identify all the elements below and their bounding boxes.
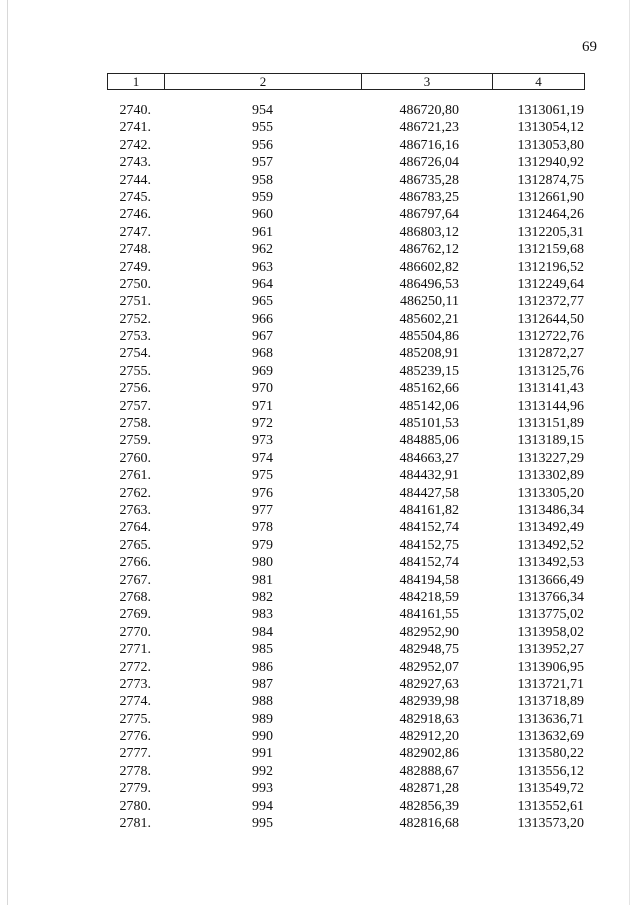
table-row xyxy=(0,641,640,658)
coord-y: 1313549,72 xyxy=(517,781,584,797)
point-number: 994 xyxy=(252,798,273,814)
coord-y: 1312661,90 xyxy=(517,189,584,205)
coord-y: 1313302,89 xyxy=(517,468,584,484)
coord-y: 1313666,49 xyxy=(517,572,584,588)
point-number: 961 xyxy=(252,224,273,240)
coord-x: 486762,12 xyxy=(399,242,459,258)
row-number: 2757. xyxy=(119,398,151,414)
row-number: 2750. xyxy=(119,276,151,292)
row-number: 2745. xyxy=(119,189,151,205)
table-row xyxy=(0,102,640,119)
point-number: 960 xyxy=(252,207,273,223)
coord-x: 486716,16 xyxy=(399,137,459,153)
point-number: 985 xyxy=(252,642,273,658)
table-row xyxy=(0,711,640,728)
coord-y: 1313144,96 xyxy=(517,398,584,414)
point-number: 970 xyxy=(252,381,273,397)
coord-x: 482918,63 xyxy=(399,711,459,727)
table-row xyxy=(0,572,640,589)
coord-y: 1312249,64 xyxy=(517,276,584,292)
coord-x: 484161,55 xyxy=(399,607,459,623)
coord-x: 485239,15 xyxy=(399,363,459,379)
coord-x: 486726,04 xyxy=(399,155,459,171)
point-number: 954 xyxy=(252,103,273,118)
row-number: 2743. xyxy=(119,155,151,171)
coord-x: 486720,80 xyxy=(399,103,459,118)
row-number: 2761. xyxy=(119,468,151,484)
coord-y: 1313125,76 xyxy=(517,363,584,379)
table-row xyxy=(0,380,640,397)
point-number: 977 xyxy=(252,502,273,518)
table-row xyxy=(0,154,640,171)
point-number: 983 xyxy=(252,607,273,623)
point-number: 969 xyxy=(252,363,273,379)
coord-x: 482871,28 xyxy=(399,781,459,797)
table-row xyxy=(0,624,640,641)
row-number: 2780. xyxy=(119,798,151,814)
coord-y: 1312205,31 xyxy=(517,224,584,240)
coord-x: 486250,11 xyxy=(400,294,459,310)
coord-x: 484427,58 xyxy=(399,485,459,501)
row-number: 2758. xyxy=(119,416,151,432)
coord-y: 1313151,89 xyxy=(517,416,584,432)
point-number: 971 xyxy=(252,398,273,414)
table-row xyxy=(0,450,640,467)
point-number: 975 xyxy=(252,468,273,484)
row-number: 2777. xyxy=(119,746,151,762)
table-row xyxy=(0,763,640,780)
coord-y: 1313580,22 xyxy=(517,746,584,762)
table-row xyxy=(0,485,640,502)
table-row xyxy=(0,519,640,536)
coord-y: 1312464,26 xyxy=(517,207,584,223)
row-number: 2752. xyxy=(119,311,151,327)
point-number: 992 xyxy=(252,763,273,779)
point-number: 972 xyxy=(252,416,273,432)
coord-x: 484152,75 xyxy=(399,537,459,553)
row-number: 2764. xyxy=(119,520,151,536)
row-number: 2753. xyxy=(119,329,151,345)
coord-y: 1313775,02 xyxy=(517,607,584,623)
coord-y: 1313552,61 xyxy=(517,798,584,814)
row-number: 2748. xyxy=(119,242,151,258)
coord-x: 482952,90 xyxy=(399,624,459,640)
point-number: 979 xyxy=(252,537,273,553)
table-row xyxy=(0,415,640,432)
coord-y: 1313492,52 xyxy=(517,537,584,553)
table-row xyxy=(0,728,640,745)
table-row xyxy=(0,363,640,380)
table-row xyxy=(0,589,640,606)
row-number: 2751. xyxy=(119,294,151,310)
table-row xyxy=(0,537,640,554)
coord-x: 482939,98 xyxy=(399,694,459,710)
point-number: 974 xyxy=(252,450,273,466)
coord-x: 486496,53 xyxy=(399,276,459,292)
coord-x: 485602,21 xyxy=(399,311,459,327)
table-body xyxy=(0,102,640,832)
table-header xyxy=(107,73,585,90)
table-row xyxy=(0,398,640,415)
row-number: 2749. xyxy=(119,259,151,275)
coord-x: 482912,20 xyxy=(399,729,459,745)
table-row xyxy=(0,345,640,362)
coord-x: 482952,07 xyxy=(399,659,459,675)
coord-y: 1313305,20 xyxy=(517,485,584,501)
row-number: 2756. xyxy=(119,381,151,397)
header-col-2: 2 xyxy=(164,74,361,89)
row-number: 2760. xyxy=(119,450,151,466)
point-number: 962 xyxy=(252,242,273,258)
point-number: 981 xyxy=(252,572,273,588)
row-number: 2779. xyxy=(119,781,151,797)
coord-y: 1313573,20 xyxy=(517,816,584,832)
row-number: 2741. xyxy=(119,120,151,136)
row-number: 2746. xyxy=(119,207,151,223)
table-row xyxy=(0,119,640,136)
point-number: 988 xyxy=(252,694,273,710)
table-row xyxy=(0,554,640,571)
coord-y: 1312644,50 xyxy=(517,311,584,327)
point-number: 964 xyxy=(252,276,273,292)
coord-x: 485101,53 xyxy=(399,416,459,432)
point-number: 966 xyxy=(252,311,273,327)
table-row xyxy=(0,172,640,189)
row-number: 2770. xyxy=(119,624,151,640)
coord-x: 482856,39 xyxy=(399,798,459,814)
page-number: 69 xyxy=(582,39,597,55)
coord-x: 486803,12 xyxy=(399,224,459,240)
coord-y: 1313141,43 xyxy=(517,381,584,397)
row-number: 2776. xyxy=(119,729,151,745)
coord-y: 1312159,68 xyxy=(517,242,584,258)
table-row xyxy=(0,780,640,797)
point-number: 991 xyxy=(252,746,273,762)
table-row xyxy=(0,241,640,258)
table-row xyxy=(0,676,640,693)
coord-x: 482948,75 xyxy=(399,642,459,658)
coord-y: 1313054,12 xyxy=(517,120,584,136)
coord-x: 482888,67 xyxy=(399,763,459,779)
row-number: 2771. xyxy=(119,642,151,658)
row-number: 2762. xyxy=(119,485,151,501)
table-row xyxy=(0,815,640,832)
coord-y: 1313632,69 xyxy=(517,729,584,745)
coord-x: 486797,64 xyxy=(399,207,459,223)
coord-x: 484885,06 xyxy=(399,433,459,449)
point-number: 978 xyxy=(252,520,273,536)
point-number: 976 xyxy=(252,485,273,501)
row-number: 2754. xyxy=(119,346,151,362)
table-row xyxy=(0,467,640,484)
row-number: 2778. xyxy=(119,763,151,779)
point-number: 990 xyxy=(252,729,273,745)
table-row xyxy=(0,259,640,276)
point-number: 955 xyxy=(252,120,273,136)
point-number: 967 xyxy=(252,329,273,345)
table-row xyxy=(0,293,640,310)
coord-y: 1313061,19 xyxy=(517,103,584,118)
coord-y: 1313189,15 xyxy=(517,433,584,449)
coord-y: 1313492,49 xyxy=(517,520,584,536)
coord-x: 484161,82 xyxy=(399,502,459,518)
table-row xyxy=(0,276,640,293)
coord-y: 1313556,12 xyxy=(517,763,584,779)
coord-x: 485504,86 xyxy=(399,329,459,345)
coord-x: 486721,23 xyxy=(399,120,459,136)
row-number: 2769. xyxy=(119,607,151,623)
coord-y: 1313636,71 xyxy=(517,711,584,727)
point-number: 987 xyxy=(252,676,273,692)
coord-y: 1313492,53 xyxy=(517,555,584,571)
point-number: 984 xyxy=(252,624,273,640)
point-number: 980 xyxy=(252,555,273,571)
row-number: 2763. xyxy=(119,502,151,518)
table-row xyxy=(0,659,640,676)
point-number: 982 xyxy=(252,589,273,605)
table-row xyxy=(0,798,640,815)
coord-x: 484663,27 xyxy=(399,450,459,466)
table-row xyxy=(0,224,640,241)
coord-x: 484218,59 xyxy=(399,589,459,605)
coord-x: 485162,66 xyxy=(399,381,459,397)
coord-x: 484194,58 xyxy=(399,572,459,588)
table-row xyxy=(0,432,640,449)
point-number: 957 xyxy=(252,155,273,171)
coord-y: 1312196,52 xyxy=(517,259,584,275)
header-col-4: 4 xyxy=(492,74,584,89)
coord-x: 482902,86 xyxy=(399,746,459,762)
row-number: 2742. xyxy=(119,137,151,153)
coord-y: 1313721,71 xyxy=(517,676,584,692)
point-number: 989 xyxy=(252,711,273,727)
table-row xyxy=(0,328,640,345)
header-col-1: 1 xyxy=(132,73,140,89)
row-number: 2759. xyxy=(119,433,151,449)
row-number: 2747. xyxy=(119,224,151,240)
table-row xyxy=(0,693,640,710)
row-number: 2775. xyxy=(119,711,151,727)
point-number: 968 xyxy=(252,346,273,362)
table-row xyxy=(0,311,640,328)
coord-x: 485142,06 xyxy=(399,398,459,414)
coord-y: 1313053,80 xyxy=(517,137,584,153)
table-row xyxy=(0,745,640,762)
table-row xyxy=(0,606,640,623)
row-number: 2767. xyxy=(119,572,151,588)
table-row xyxy=(0,189,640,206)
point-number: 973 xyxy=(252,433,273,449)
coord-y: 1312372,77 xyxy=(517,294,584,310)
row-number: 2773. xyxy=(119,676,151,692)
coord-y: 1313227,29 xyxy=(517,450,584,466)
coord-y: 1313486,34 xyxy=(517,502,584,518)
row-number: 2768. xyxy=(119,589,151,605)
row-number: 2765. xyxy=(119,537,151,553)
coord-y: 1312872,27 xyxy=(517,346,584,362)
coord-x: 482816,68 xyxy=(399,816,459,832)
row-number: 2781. xyxy=(119,816,151,832)
point-number: 993 xyxy=(252,781,273,797)
coord-x: 486735,28 xyxy=(399,172,459,188)
table-row xyxy=(0,502,640,519)
coord-x: 486602,82 xyxy=(399,259,459,275)
coord-y: 1313906,95 xyxy=(517,659,584,675)
coord-x: 486783,25 xyxy=(399,189,459,205)
point-number: 965 xyxy=(252,294,273,310)
table-row xyxy=(0,206,640,223)
point-number: 956 xyxy=(252,137,273,153)
point-number: 959 xyxy=(252,189,273,205)
point-number: 995 xyxy=(252,816,273,832)
coord-y: 1312874,75 xyxy=(517,172,584,188)
coord-x: 485208,91 xyxy=(399,346,459,362)
row-number: 2744. xyxy=(119,172,151,188)
coord-y: 1312722,76 xyxy=(517,329,584,345)
coord-y: 1313766,34 xyxy=(517,589,584,605)
coord-y: 1313952,27 xyxy=(517,642,584,658)
header-col-3: 3 xyxy=(361,74,492,89)
coord-y: 1312940,92 xyxy=(517,155,584,171)
coord-x: 484432,91 xyxy=(399,468,459,484)
point-number: 958 xyxy=(252,172,273,188)
row-number: 2740. xyxy=(119,103,151,118)
coord-y: 1313718,89 xyxy=(517,694,584,710)
row-number: 2766. xyxy=(119,555,151,571)
row-number: 2772. xyxy=(119,659,151,675)
row-number: 2755. xyxy=(119,363,151,379)
table-row xyxy=(0,137,640,154)
coord-x: 484152,74 xyxy=(399,555,459,571)
coord-y: 1313958,02 xyxy=(517,624,584,640)
point-number: 986 xyxy=(252,659,273,675)
point-number: 963 xyxy=(252,259,273,275)
coord-x: 482927,63 xyxy=(399,676,459,692)
row-number: 2774. xyxy=(119,694,151,710)
coord-x: 484152,74 xyxy=(399,520,459,536)
